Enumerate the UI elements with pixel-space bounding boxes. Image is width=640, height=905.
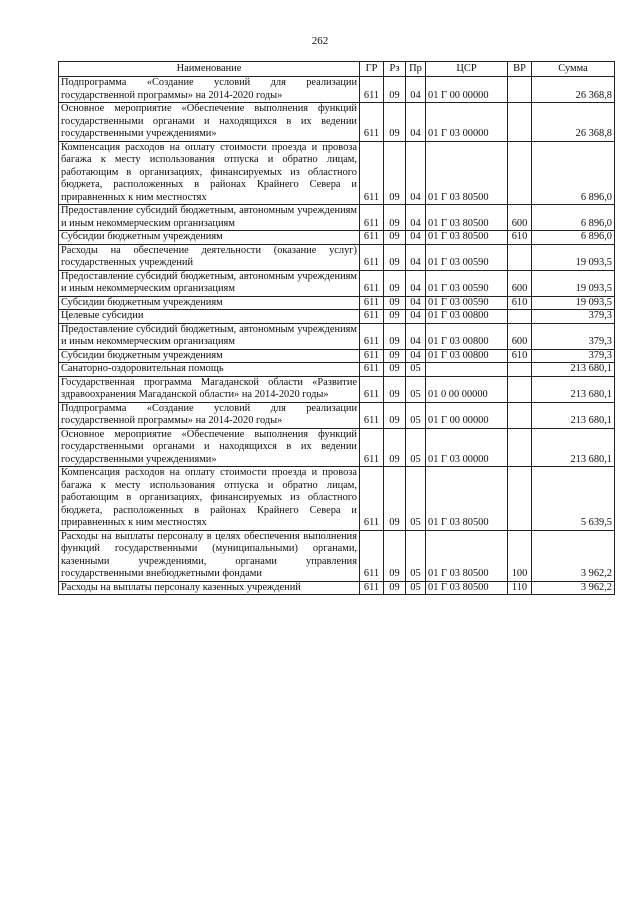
table-row xyxy=(59,141,615,205)
cell-rz: 09 xyxy=(384,77,406,103)
cell-vr: 610 xyxy=(508,296,532,310)
cell-pr: 05 xyxy=(406,428,426,467)
cell-csr: 01 Г 03 00800 xyxy=(426,349,508,363)
cell-sum: 26 368,8 xyxy=(532,103,615,142)
cell-rz: 09 xyxy=(384,141,406,205)
cell-pr: 05 xyxy=(406,530,426,581)
cell-pr: 04 xyxy=(406,231,426,245)
cell-rz: 09 xyxy=(384,231,406,245)
cell-vr: 100 xyxy=(508,530,532,581)
header-vr: ВР xyxy=(508,62,532,77)
cell-sum: 213 680,1 xyxy=(532,376,615,402)
cell-csr: 01 Г 00 00000 xyxy=(426,77,508,103)
cell-sum: 379,3 xyxy=(532,349,615,363)
cell-csr: 01 Г 00 00000 xyxy=(426,402,508,428)
cell-csr: 01 Г 03 00590 xyxy=(426,244,508,270)
cell-name: Расходы на обеспечение деятельности (оказание услуг) государственных учреждений xyxy=(59,244,360,270)
cell-rz: 09 xyxy=(384,363,406,377)
table-row xyxy=(59,296,615,310)
budget-table xyxy=(58,61,615,595)
cell-sum: 19 093,5 xyxy=(532,270,615,296)
cell-pr: 04 xyxy=(406,141,426,205)
table-row xyxy=(59,231,615,245)
cell-gr: 611 xyxy=(360,323,384,349)
cell-vr xyxy=(508,141,532,205)
cell-gr: 611 xyxy=(360,231,384,245)
header-pr: Пр xyxy=(406,62,426,77)
cell-pr: 05 xyxy=(406,363,426,377)
cell-pr: 04 xyxy=(406,244,426,270)
cell-sum: 213 680,1 xyxy=(532,402,615,428)
cell-csr: 01 Г 03 00000 xyxy=(426,428,508,467)
cell-csr: 01 Г 03 80500 xyxy=(426,467,508,531)
cell-rz: 09 xyxy=(384,103,406,142)
table-row xyxy=(59,363,615,377)
cell-gr: 611 xyxy=(360,270,384,296)
table-row xyxy=(59,310,615,324)
cell-name: Субсидии бюджетным учреждениям xyxy=(59,296,360,310)
cell-csr: 01 Г 03 00800 xyxy=(426,323,508,349)
cell-csr: 01 Г 03 00000 xyxy=(426,103,508,142)
table-row xyxy=(59,323,615,349)
cell-sum: 379,3 xyxy=(532,310,615,324)
cell-csr: 01 Г 03 00590 xyxy=(426,296,508,310)
table-row xyxy=(59,270,615,296)
cell-pr: 04 xyxy=(406,77,426,103)
cell-csr: 01 Г 03 80500 xyxy=(426,141,508,205)
cell-csr: 01 Г 03 00590 xyxy=(426,270,508,296)
cell-csr: 01 Г 03 80500 xyxy=(426,205,508,231)
cell-csr: 01 Г 03 80500 xyxy=(426,581,508,595)
cell-rz: 09 xyxy=(384,310,406,324)
cell-name: Подпрограмма «Создание условий для реализации государственной программы» на 2014-2020 годы» xyxy=(59,402,360,428)
cell-gr: 611 xyxy=(360,376,384,402)
cell-gr: 611 xyxy=(360,467,384,531)
table-row xyxy=(59,530,615,581)
cell-pr: 05 xyxy=(406,467,426,531)
cell-sum: 26 368,8 xyxy=(532,77,615,103)
cell-vr: 610 xyxy=(508,349,532,363)
cell-pr: 04 xyxy=(406,349,426,363)
cell-name: Основное мероприятие «Обеспечение выполнения функций государственными органами и находящихся в их ведении государственными учреждениями» xyxy=(59,428,360,467)
cell-name: Субсидии бюджетным учреждениям xyxy=(59,231,360,245)
cell-csr: 01 0 00 00000 xyxy=(426,376,508,402)
table-row xyxy=(59,349,615,363)
cell-sum: 213 680,1 xyxy=(532,363,615,377)
cell-rz: 09 xyxy=(384,349,406,363)
cell-csr xyxy=(426,363,508,377)
table-row xyxy=(59,428,615,467)
cell-vr xyxy=(508,310,532,324)
cell-vr: 600 xyxy=(508,270,532,296)
cell-rz: 09 xyxy=(384,402,406,428)
cell-sum: 6 896,0 xyxy=(532,141,615,205)
cell-gr: 611 xyxy=(360,581,384,595)
cell-pr: 04 xyxy=(406,323,426,349)
cell-name: Предоставление субсидий бюджетным, автономным учреждениям и иным некоммерческим организациям xyxy=(59,270,360,296)
cell-vr: 610 xyxy=(508,231,532,245)
table-row xyxy=(59,467,615,531)
cell-pr: 05 xyxy=(406,581,426,595)
cell-gr: 611 xyxy=(360,349,384,363)
cell-gr: 611 xyxy=(360,244,384,270)
cell-vr xyxy=(508,77,532,103)
cell-gr: 611 xyxy=(360,363,384,377)
cell-sum: 19 093,5 xyxy=(532,244,615,270)
page-number: 262 xyxy=(311,35,329,47)
header-rz: Рз xyxy=(384,62,406,77)
cell-vr: 110 xyxy=(508,581,532,595)
cell-sum: 19 093,5 xyxy=(532,296,615,310)
cell-name: Предоставление субсидий бюджетным, автономным учреждениям и иным некоммерческим организациям xyxy=(59,205,360,231)
cell-name: Расходы на выплаты персоналу казенных учреждений xyxy=(59,581,360,595)
cell-gr: 611 xyxy=(360,296,384,310)
cell-name: Санаторно-оздоровительная помощь xyxy=(59,363,360,377)
cell-name: Компенсация расходов на оплату стоимости проезда и провоза багажа к месту использования отпуска и обратно лицам, работающим в организациях, финансируемых из областного бюджета, расположенных в районах Крайнего Севера и приравненных к ним местностях xyxy=(59,467,360,531)
cell-rz: 09 xyxy=(384,581,406,595)
cell-vr xyxy=(508,376,532,402)
cell-csr: 01 Г 03 00800 xyxy=(426,310,508,324)
cell-gr: 611 xyxy=(360,205,384,231)
cell-pr: 04 xyxy=(406,103,426,142)
cell-pr: 04 xyxy=(406,310,426,324)
header-sum: Сумма xyxy=(532,62,615,77)
cell-rz: 09 xyxy=(384,428,406,467)
cell-name: Предоставление субсидий бюджетным, автономным учреждениям и иным некоммерческим организациям xyxy=(59,323,360,349)
cell-rz: 09 xyxy=(384,323,406,349)
cell-vr xyxy=(508,402,532,428)
table-row xyxy=(59,103,615,142)
cell-gr: 611 xyxy=(360,141,384,205)
cell-sum: 3 962,2 xyxy=(532,530,615,581)
cell-gr: 611 xyxy=(360,530,384,581)
cell-pr: 04 xyxy=(406,270,426,296)
cell-vr xyxy=(508,103,532,142)
cell-rz: 09 xyxy=(384,244,406,270)
cell-rz: 09 xyxy=(384,530,406,581)
table-row xyxy=(59,402,615,428)
cell-name: Подпрограмма «Создание условий для реализации государственной программы» на 2014-2020 годы» xyxy=(59,77,360,103)
cell-rz: 09 xyxy=(384,296,406,310)
cell-csr: 01 Г 03 80500 xyxy=(426,530,508,581)
cell-pr: 04 xyxy=(406,205,426,231)
cell-sum: 5 639,5 xyxy=(532,467,615,531)
cell-sum: 379,3 xyxy=(532,323,615,349)
cell-pr: 04 xyxy=(406,296,426,310)
cell-rz: 09 xyxy=(384,467,406,531)
cell-sum: 213 680,1 xyxy=(532,428,615,467)
cell-gr: 611 xyxy=(360,77,384,103)
table-header-row xyxy=(59,62,615,77)
cell-vr xyxy=(508,363,532,377)
cell-sum: 6 896,0 xyxy=(532,205,615,231)
header-name: Наименование xyxy=(59,62,360,77)
cell-name: Целевые субсидии xyxy=(59,310,360,324)
table-row xyxy=(59,376,615,402)
cell-vr xyxy=(508,428,532,467)
cell-sum: 6 896,0 xyxy=(532,231,615,245)
cell-rz: 09 xyxy=(384,205,406,231)
cell-name: Субсидии бюджетным учреждениям xyxy=(59,349,360,363)
cell-vr xyxy=(508,244,532,270)
cell-vr xyxy=(508,467,532,531)
table-row xyxy=(59,581,615,595)
cell-pr: 05 xyxy=(406,402,426,428)
cell-gr: 611 xyxy=(360,103,384,142)
cell-name: Основное мероприятие «Обеспечение выполнения функций государственными органами и находящихся в их ведении государственными учреждениями» xyxy=(59,103,360,142)
table-row xyxy=(59,205,615,231)
cell-name: Расходы на выплаты персоналу в целях обеспечения выполнения функций государственными (муниципальными) органами, казенными учреждениями, органами управления государственными внебюджетными фондами xyxy=(59,530,360,581)
cell-sum: 3 962,2 xyxy=(532,581,615,595)
cell-vr: 600 xyxy=(508,205,532,231)
cell-pr: 05 xyxy=(406,376,426,402)
cell-rz: 09 xyxy=(384,270,406,296)
cell-csr: 01 Г 03 80500 xyxy=(426,231,508,245)
cell-vr: 600 xyxy=(508,323,532,349)
header-gr: ГР xyxy=(360,62,384,77)
cell-name: Государственная программа Магаданской области «Развитие здравоохранения Магаданской области» на 2014-2020 годы» xyxy=(59,376,360,402)
cell-rz: 09 xyxy=(384,376,406,402)
cell-gr: 611 xyxy=(360,428,384,467)
cell-gr: 611 xyxy=(360,310,384,324)
table-row xyxy=(59,77,615,103)
cell-gr: 611 xyxy=(360,402,384,428)
table-row xyxy=(59,244,615,270)
cell-name: Компенсация расходов на оплату стоимости проезда и провоза багажа к месту использования отпуска и обратно лицам, работающим в организациях, финансируемых из областного бюджета, расположенных в районах Крайнего Севера и приравненных к ним местностях xyxy=(59,141,360,205)
header-csr: ЦСР xyxy=(426,62,508,77)
